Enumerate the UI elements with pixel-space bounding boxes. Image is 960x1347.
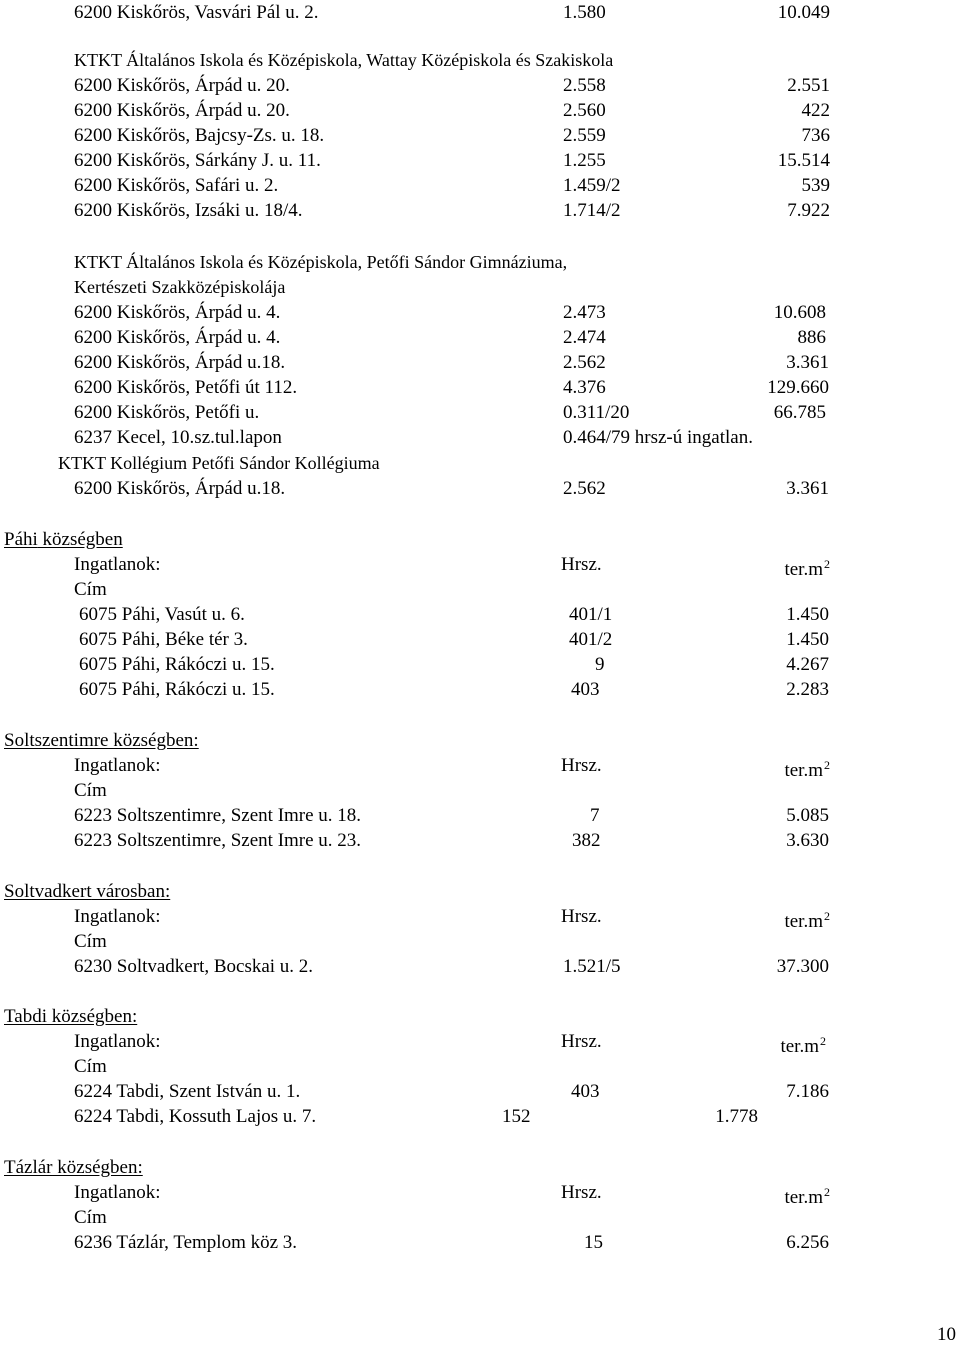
ingatlanok-label: Ingatlanok:: [74, 906, 161, 927]
column-header-row: [0, 753, 960, 781]
address-cell: 6200 Kiskőrös, Bajcsy-Zs. u. 18.: [74, 125, 325, 146]
address-cell: 6200 Kiskőrös, Safári u. 2.: [74, 175, 279, 196]
address-cell: 6237 Kecel, 10.sz.tul.lapon: [74, 427, 282, 448]
area-cell: 129.660: [767, 377, 829, 398]
hrsz-cell: 2.474: [563, 327, 606, 348]
address-cell: 6200 Kiskőrös, Árpád u. 4.: [74, 327, 281, 348]
table-row: [0, 954, 960, 979]
hrsz-cell: 1.255: [563, 150, 606, 171]
area-cell: 37.300: [776, 956, 829, 977]
hrsz-cell: 2.473: [563, 302, 606, 323]
section-title: Kertészeti Szakközépiskolája: [74, 277, 286, 297]
hrsz-cell: 2.558: [563, 75, 606, 96]
section-title: KTKT Általános Iskola és Középiskola, Wattay Középiskola és Szakiskola: [74, 50, 614, 70]
address-cell: 6230 Soltvadkert, Bocskai u. 2.: [74, 956, 314, 977]
address-cell: 6075 Páhi, Vasút u. 6.: [79, 604, 245, 625]
address-cell: 6200 Kiskőrös, Sárkány J. u. 11.: [74, 150, 321, 171]
page-number-row: [0, 1322, 960, 1347]
address-cell: 6075 Páhi, Rákóczi u. 15.: [79, 679, 275, 700]
table-row: [0, 173, 960, 198]
column-header-row: [0, 904, 960, 932]
hrsz-cell: 1.714/2: [563, 200, 621, 221]
cim-label: Cím: [74, 931, 107, 952]
address-cell: 6224 Tabdi, Kossuth Lajos u. 7.: [74, 1106, 317, 1127]
table-row: [0, 148, 960, 173]
table-row: [0, 476, 960, 501]
area-cell: 7.922: [787, 200, 830, 221]
address-cell: 6075 Páhi, Béke tér 3.: [79, 629, 248, 650]
hrsz-cell: 9: [595, 654, 605, 675]
hrsz-cell: 2.559: [563, 125, 606, 146]
table-row: [0, 300, 960, 325]
area-cell: 1.450: [786, 629, 829, 650]
location-heading: [0, 1004, 960, 1029]
hrsz-header: Hrsz.: [561, 1182, 602, 1203]
hrsz-cell: 401/2: [569, 629, 613, 650]
cim-label-row: [0, 1205, 960, 1230]
hrsz-cell: 2.560: [563, 100, 606, 121]
area-cell: 10.608: [773, 302, 826, 323]
table-row: [0, 400, 960, 425]
column-header-row: [0, 1029, 960, 1057]
section-title: KTKT Kollégium Petőfi Sándor Kollégiuma: [58, 453, 380, 473]
area-cell: 15.514: [777, 150, 830, 171]
address-cell: 6075 Páhi, Rákóczi u. 15.: [79, 654, 275, 675]
cim-label-row: [0, 577, 960, 602]
table-row: [0, 627, 960, 652]
area-cell: 2.551: [787, 75, 830, 96]
table-row: [0, 1230, 960, 1255]
table-row: [0, 98, 960, 123]
location-heading: [0, 527, 960, 552]
area-cell: 422: [801, 100, 830, 121]
table-row: [0, 198, 960, 223]
column-header-row: [0, 1180, 960, 1208]
area-cell: 3.361: [786, 352, 829, 373]
cim-label: Cím: [74, 780, 107, 801]
table-row: [0, 1079, 960, 1104]
table-row: [0, 325, 960, 350]
table-row: [0, 425, 960, 450]
hrsz-cell: 1.580: [563, 2, 606, 23]
cim-label: Cím: [74, 1207, 107, 1228]
hrsz-header: Hrsz.: [561, 1031, 602, 1052]
cim-label-row: [0, 1054, 960, 1079]
place-suffix: községben:: [108, 730, 199, 751]
table-row: [0, 803, 960, 828]
place-name: Soltvadkert: [4, 881, 92, 902]
place-name: Páhi: [4, 529, 38, 550]
area-header: $ter.m^2$: [784, 909, 830, 932]
area-cell: 1.778: [715, 1106, 758, 1127]
hrsz-cell: 15: [584, 1232, 603, 1253]
address-cell: 6200 Kiskőrös, Árpád u. 4.: [74, 302, 281, 323]
hrsz-cell: 4.376: [563, 377, 606, 398]
table-row: [0, 73, 960, 98]
area-cell: 886: [797, 327, 826, 348]
address-cell: 6223 Soltszentimre, Szent Imre u. 18.: [74, 805, 362, 826]
hrsz-header: Hrsz.: [561, 554, 602, 575]
place-suffix: községben:: [47, 1006, 138, 1027]
hrsz-cell: 152: [502, 1106, 531, 1127]
area-cell: 3.630: [786, 830, 829, 851]
address-cell: 6224 Tabdi, Szent István u. 1.: [74, 1081, 301, 1102]
hrsz-header: Hrsz.: [561, 906, 602, 927]
area-cell: 1.450: [786, 604, 829, 625]
table-row: [0, 1104, 960, 1129]
hrsz-header: Hrsz.: [561, 755, 602, 776]
table-row: [0, 350, 960, 375]
hrsz-cell: 0.311/20: [563, 402, 630, 423]
area-cell: 6.256: [786, 1232, 829, 1253]
ingatlanok-label: Ingatlanok:: [74, 755, 161, 776]
address-cell: 6200 Kiskőrös, Vasvári Pál u. 2.: [74, 2, 319, 23]
area-cell: 10.049: [777, 2, 830, 23]
ingatlanok-label: Ingatlanok:: [74, 1182, 161, 1203]
cim-label: Cím: [74, 579, 107, 600]
table-row: [0, 123, 960, 148]
place-suffix: városban:: [91, 881, 171, 902]
address-cell: 6236 Tázlár, Templom köz 3.: [74, 1232, 298, 1253]
ingatlanok-label: Ingatlanok:: [74, 554, 161, 575]
page-number: 10: [937, 1324, 956, 1345]
address-cell: 6200 Kiskőrös, Árpád u. 20.: [74, 100, 290, 121]
area-cell: 66.785: [773, 402, 826, 423]
area-header: $ter.m^2$: [784, 557, 830, 580]
section-title: KTKT Általános Iskola és Középiskola, Petőfi Sándor Gimnáziuma,: [74, 252, 568, 272]
table-row: [0, 602, 960, 627]
hrsz-cell: 1.521/5: [563, 956, 621, 977]
address-cell: 6223 Soltszentimre, Szent Imre u. 23.: [74, 830, 362, 851]
area-cell: 539: [801, 175, 830, 196]
area-cell: 2.283: [786, 679, 829, 700]
column-header-row: [0, 552, 960, 580]
cim-label: Cím: [74, 1056, 107, 1077]
table-row: [0, 375, 960, 400]
place-name: Tabdi: [4, 1006, 47, 1027]
address-cell: 6200 Kiskőrös, Izsáki u. 18/4.: [74, 200, 303, 221]
hrsz-cell: 403: [571, 1081, 600, 1102]
place-suffix: községben: [37, 529, 123, 550]
table-row: [0, 0, 960, 25]
hrsz-cell: 2.562: [563, 478, 606, 499]
hrsz-cell: 7: [590, 805, 600, 826]
hrsz-cell: 401/1: [569, 604, 613, 625]
hrsz-cell: 403: [571, 679, 600, 700]
table-row: [0, 677, 960, 702]
address-cell: 6200 Kiskőrös, Árpád u.18.: [74, 478, 286, 499]
area-cell: 4.267: [786, 654, 829, 675]
hrsz-cell: 382: [572, 830, 601, 851]
area-cell: 736: [801, 125, 830, 146]
area-cell: 7.186: [786, 1081, 829, 1102]
place-suffix: községben:: [52, 1157, 143, 1178]
address-cell: 6200 Kiskőrös, Árpád u.18.: [74, 352, 286, 373]
area-cell: 3.361: [786, 478, 829, 499]
location-heading: [0, 1155, 960, 1180]
location-heading: [0, 728, 960, 753]
address-cell: 6200 Kiskőrös, Petőfi út 112.: [74, 377, 298, 398]
hrsz-cell: 1.459/2: [563, 175, 621, 196]
cim-label-row: [0, 929, 960, 954]
area-header: $ter.m^2$: [784, 758, 830, 781]
place-name: Soltszentimre: [4, 730, 109, 751]
hrsz-cell: 0.464/79 hrsz-ú ingatlan.: [563, 427, 753, 448]
ingatlanok-label: Ingatlanok:: [74, 1031, 161, 1052]
area-header: $ter.m^2$: [780, 1034, 826, 1057]
address-cell: 6200 Kiskőrös, Árpád u. 20.: [74, 75, 290, 96]
place-name: Tázlár: [4, 1157, 53, 1178]
table-row: [0, 828, 960, 853]
location-heading: [0, 879, 960, 904]
area-cell: 5.085: [786, 805, 829, 826]
address-cell: 6200 Kiskőrös, Petőfi u.: [74, 402, 260, 423]
hrsz-cell: 2.562: [563, 352, 606, 373]
cim-label-row: [0, 778, 960, 803]
area-header: $ter.m^2$: [784, 1185, 830, 1208]
table-row: [0, 652, 960, 677]
